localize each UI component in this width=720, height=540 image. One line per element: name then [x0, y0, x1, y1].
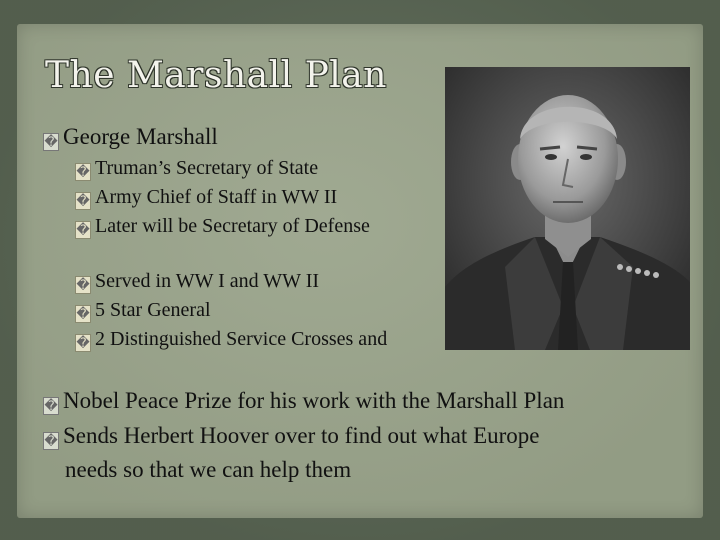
bullet-icon: �	[76, 223, 90, 238]
bullet-text: George Marshall	[63, 124, 218, 149]
bullet-icon: �	[44, 399, 58, 414]
bullet-text: 5 Star General	[95, 299, 211, 321]
bullet-icon: �	[76, 278, 90, 293]
bullet-icon: �	[44, 434, 58, 449]
bullet-continuation: needs so that we can help them	[65, 457, 352, 482]
bullet-item	[43, 424, 540, 450]
portrait-photo	[445, 67, 690, 350]
bullet-text: Army Chief of Staff in WW II	[95, 186, 338, 208]
bullet-text: Later will be Secretary of Defense	[95, 215, 370, 237]
bullet-item	[43, 389, 564, 415]
bullet-icon: �	[44, 135, 58, 150]
bullet-item	[43, 125, 218, 151]
sub-bullet-item	[75, 216, 370, 239]
sub-bullet-item	[75, 271, 319, 294]
bullet-text: Nobel Peace Prize for his work with the Marshall Plan	[63, 388, 565, 413]
bullet-icon: �	[76, 307, 90, 322]
slide-title: The Marshall Plan	[45, 55, 387, 96]
bullet-text: Served in WW I and WW II	[95, 270, 320, 292]
sub-bullet-item	[75, 158, 318, 181]
bullet-icon: �	[76, 336, 90, 351]
bullet-text: Sends Herbert Hoover over to find out what Europe	[63, 423, 540, 448]
sub-bullet-item	[75, 300, 211, 323]
bullet-icon: �	[76, 165, 90, 180]
sub-bullet-item	[75, 187, 337, 210]
bullet-text: 2 Distinguished Service Crosses and	[95, 329, 388, 350]
bullet-icon: �	[76, 194, 90, 209]
sub-bullet-item	[75, 329, 445, 352]
bullet-text: Truman’s Secretary of State	[95, 157, 319, 179]
